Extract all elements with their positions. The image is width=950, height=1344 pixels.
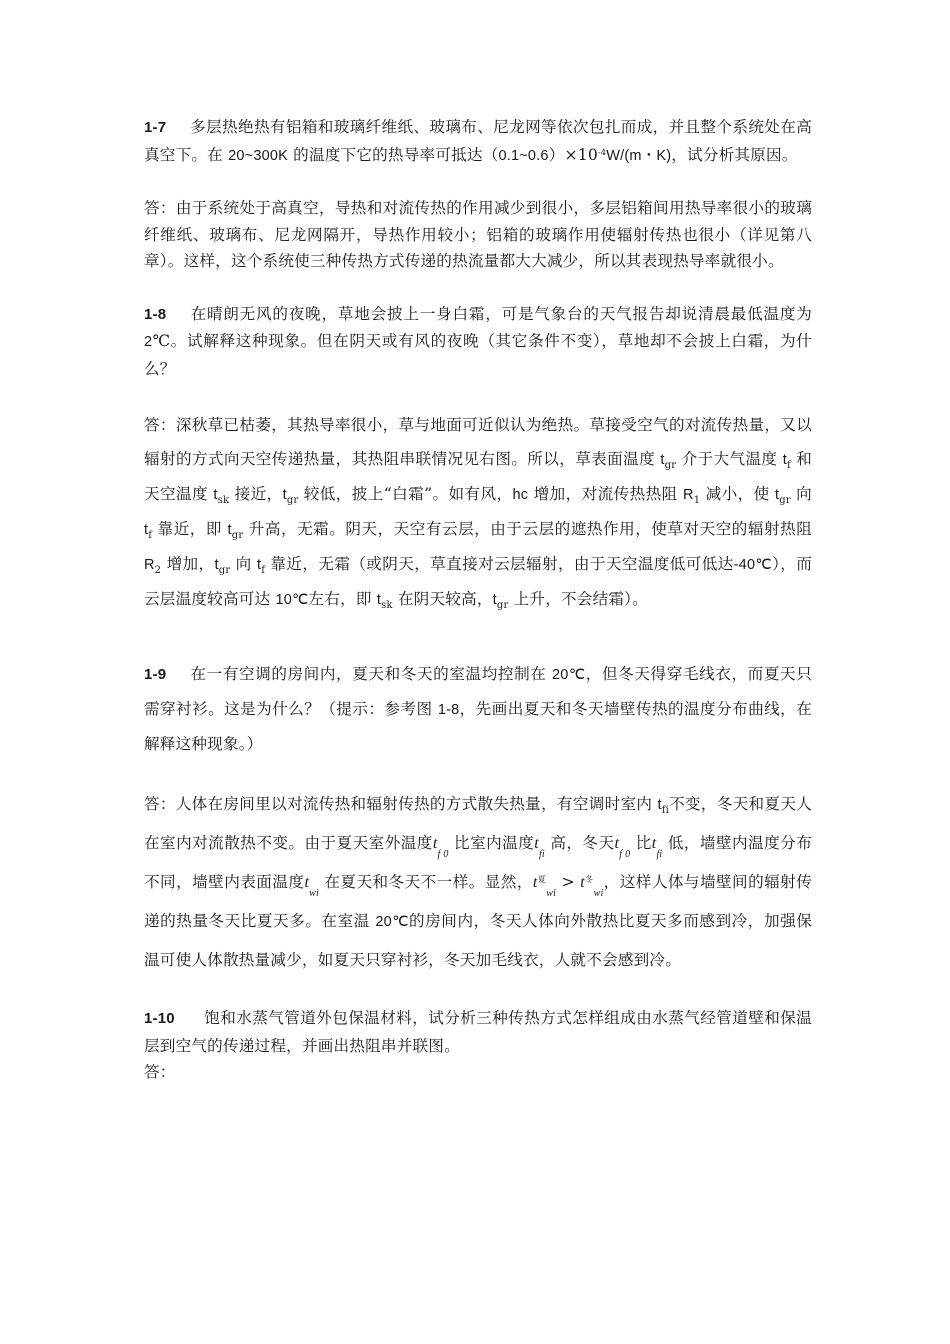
answer-1-10-label: 答： — [144, 1063, 176, 1081]
answer-1-8: 答：深秋草已枯萎，其热导率很小，草与地面可近似认为绝热。草接受空气的对流传热量，又以辐射的方式向天空传递热量，其热阻串联情况见右图。所以，草表面温度 $t_{gr}$ 介于大气温度 $t_f$ 和天空温度 $t_{sk}$ 接近，$t_{gr}$ 较低，披上“白霜”。如有风，hc 增加，对流传热热阻 $R_1$ 减小，使 $t_{gr}$ 向 $t_f$ 靠近，即 $t_{gr}$ 升高，无霜。阴天，天空有云层，由于云层的遮热作用，使草对天空的辐射热阻 $R_2$ 增加，$t_{gr}$ 向 $t_f$ 靠近，无霜（或阴天，草直接对云层辐射，由于天空温度低可低达-40℃），而云层温度较高可达 10℃左右，即 $t_{sk}$ 在阴天较高，$t_{gr}$ 上升，不会结霜）。 — [144, 416, 813, 611]
question-1-10: 1-10 饱和水蒸气管道外包保温材料，试分析三种传热方式怎样组成由水蒸气经管道壁和保温层到空气的传递过程，并画出热阻串并联图。 — [144, 1005, 812, 1059]
question-1-8: 1-8 在晴朗无风的夜晚，草地会披上一身白霜，可是气象台的天气报告却说清晨最低温度为 2℃。试解释这种现象。但在阴天或有风的夜晚（其它条件不变），草地却不会披上白霜，为什么？ — [144, 301, 812, 383]
question-1-7: 1-7 多层热绝热有铝箱和玻璃纤维纸、玻璃布、尼龙网等依次包扎而成，并且整个系统处在高真空下。在 20~300K 的温度下它的热导率可抵达$(0.1\sim 0.6)\times 10^{-4}W/(m$・K)，试分析其原因。 — [144, 114, 812, 169]
question-number: 1-8 — [144, 305, 167, 323]
question-number: 1-7 — [144, 119, 167, 136]
question-number: 1-9 — [144, 666, 167, 683]
question-1-9: 1-9 在一有空调的房间内，夏天和冬天的室温均控制在 20℃，但冬天得穿毛线衣，而夏天只需穿衬衫。这是为什么？（提示：参考图 1-8，先画出夏天和冬天墙壁传热的温度分布曲线，在解释这种现象。） — [144, 657, 812, 761]
document-page — [144, 114, 812, 1086]
answer-1-7: 答：由于系统处于高真空，导热和对流传热的作用减少到很小，多层铝箱间用热导率很小的玻璃纤维纸、玻璃布、尼龙网隔开，导热作用较小；铝箱的玻璃作用使辐射传热也很小（详见第八章）。这样，这个系统使三种传热方式传递的热流量都大大减少，所以其表现热导率就很小。 — [144, 199, 812, 270]
answer-1-9: 答：人体在房间里以对流传热和辐射传热的方式散失热量，有空调时室内 $t_{fi}$不变，冬天和夏天人在室内对流散热不变。由于夏天室外温度$t_{f 0}$ 比室内温度$t_{fi}$ 高，冬天$t_{f 0}$ 比$t_{fi}$ 低，墙壁内温度分布不同，墙壁内表面温度$t_{wi}$ 在夏天和冬天不一样。显然，$t^夏_{wi} > t^冬_{wi}$，这样人体与墙壁间的辐射传递的热量冬天比夏天多。在室温 20℃的房间内，冬天人体向外散热比夏天多而感到冷，加强保温可使人体散热量减少，如夏天只穿衬衫，冬天加毛线衣，人就不会感到冷。 — [144, 795, 812, 969]
question-number: 1-10 — [144, 1010, 175, 1027]
